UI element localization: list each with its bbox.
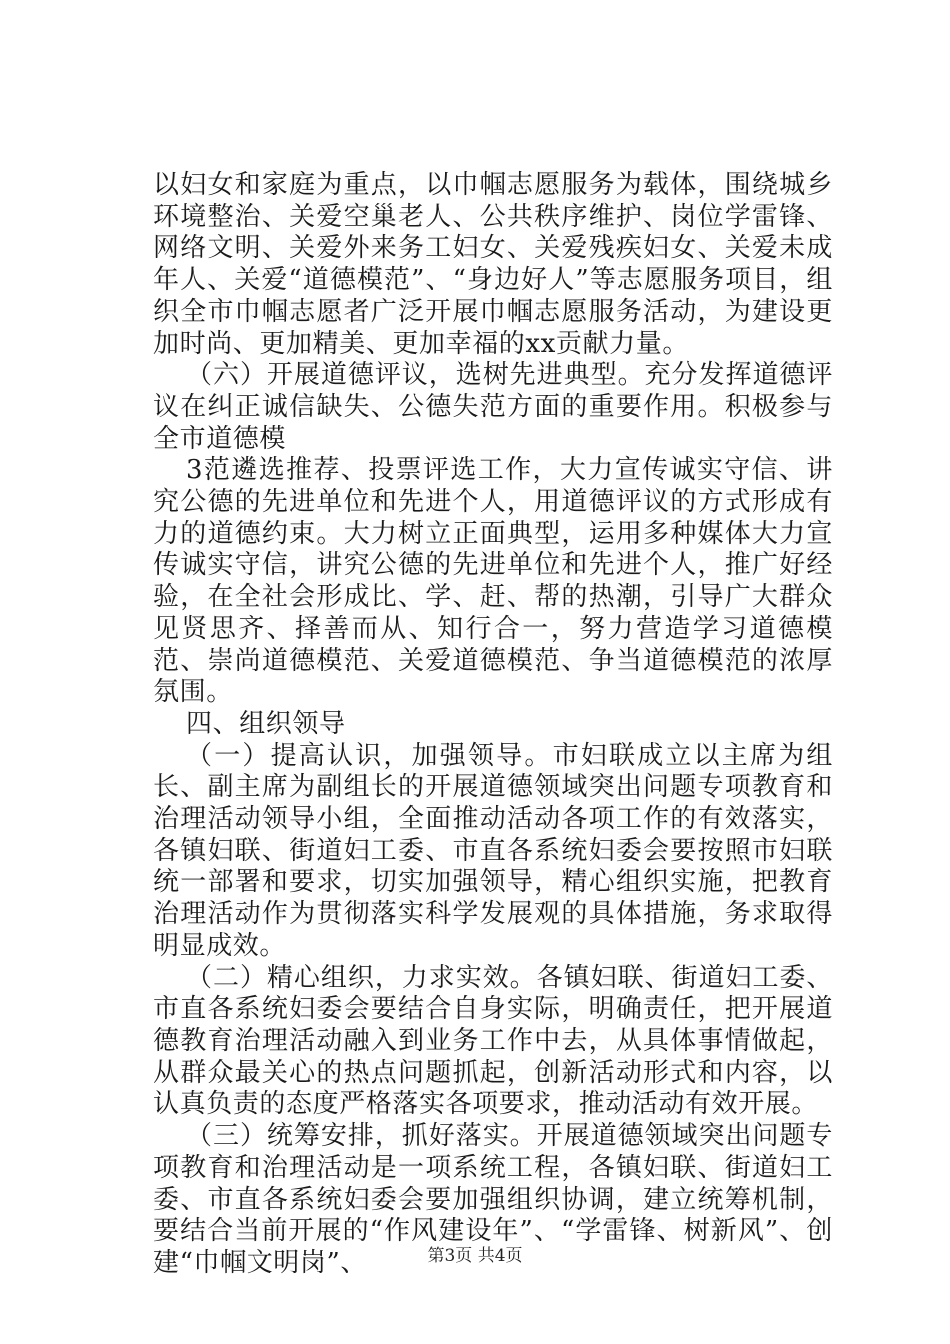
paragraph-moral-evaluation: （六）开展道德评议，选树先进典型。充分发挥道德评议在纠正诚信缺失、公德失范方面的重要作用。积极参与全市道德模 — [153, 360, 833, 454]
page-number-footer: 第3页 共4页 — [427, 1246, 523, 1266]
paragraph-overall-arrangement: （三）统筹安排，抓好落实。开展道德领域突出问题专项教育和治理活动是一项系统工程，各镇妇联、街道妇工委、市直各系统妇委会要加强组织协调，建立统筹机制，要结合当前开展的“作风建设年”、“学雷锋、树新风”、创建“巾帼文明岗”、 — [153, 1121, 833, 1278]
paragraph-careful-organization: （二）精心组织，力求实效。各镇妇联、街道妇工委、市直各系统妇委会要结合自身实际，明确责任，把开展道德教育治理活动融入到业务工作中去，从具体事情做起，从群众最关心的热点问题抓起，创新活动形式和内容，以认真负责的态度严格落实各项要求，推动活动有效开展。 — [153, 962, 833, 1120]
paragraph-raise-awareness: （一）提高认识，加强领导。市妇联成立以主席为组长、副主席为副组长的开展道德领域突出问题专项教育和治理活动领导小组，全面推动活动各项工作的有效落实，各镇妇联、街道妇工委、市直各系统妇委会要按照市妇联统一部署和要求，切实加强领导，精心组织实施，把教育治理活动作为贯彻落实科学发展观的具体措施，务求取得明显成效。 — [153, 740, 833, 961]
section-heading-organization-leadership: 四、组织领导 — [186, 708, 346, 739]
paragraph-volunteer-service: 以妇女和家庭为重点，以巾帼志愿服务为载体，围绕城乡环境整治、关爱空巢老人、公共秩序维护、岗位学雷锋、网络文明、关爱外来务工妇女、关爱残疾妇女、关爱未成年人、关爱“道德模范”、“身边好人”等志愿服务项目，组织全市巾帼志愿者广泛开展巾帼志愿服务活动，为建设更加时尚、更加精美、更加幸福的xx贡献力量。 — [153, 170, 833, 359]
document-body — [153, 170, 833, 1280]
paragraph-moral-model-selection: 3范遴选推荐、投票评选工作，大力宣传诚实守信、讲究公德的先进单位和先进个人，用道德评议的方式形成有力的道德约束。大力树立正面典型，运用多种媒体大力宣传诚实守信，讲究公德的先进单位和先进个人，推广好经验，在全社会形成比、学、赶、帮的热潮，引导广大群众见贤思齐、择善而从、知行合一，努力营造学习道德模范、崇尚道德模范、关爱道德模范、争当道德模范的浓厚氛围。 — [153, 455, 833, 708]
